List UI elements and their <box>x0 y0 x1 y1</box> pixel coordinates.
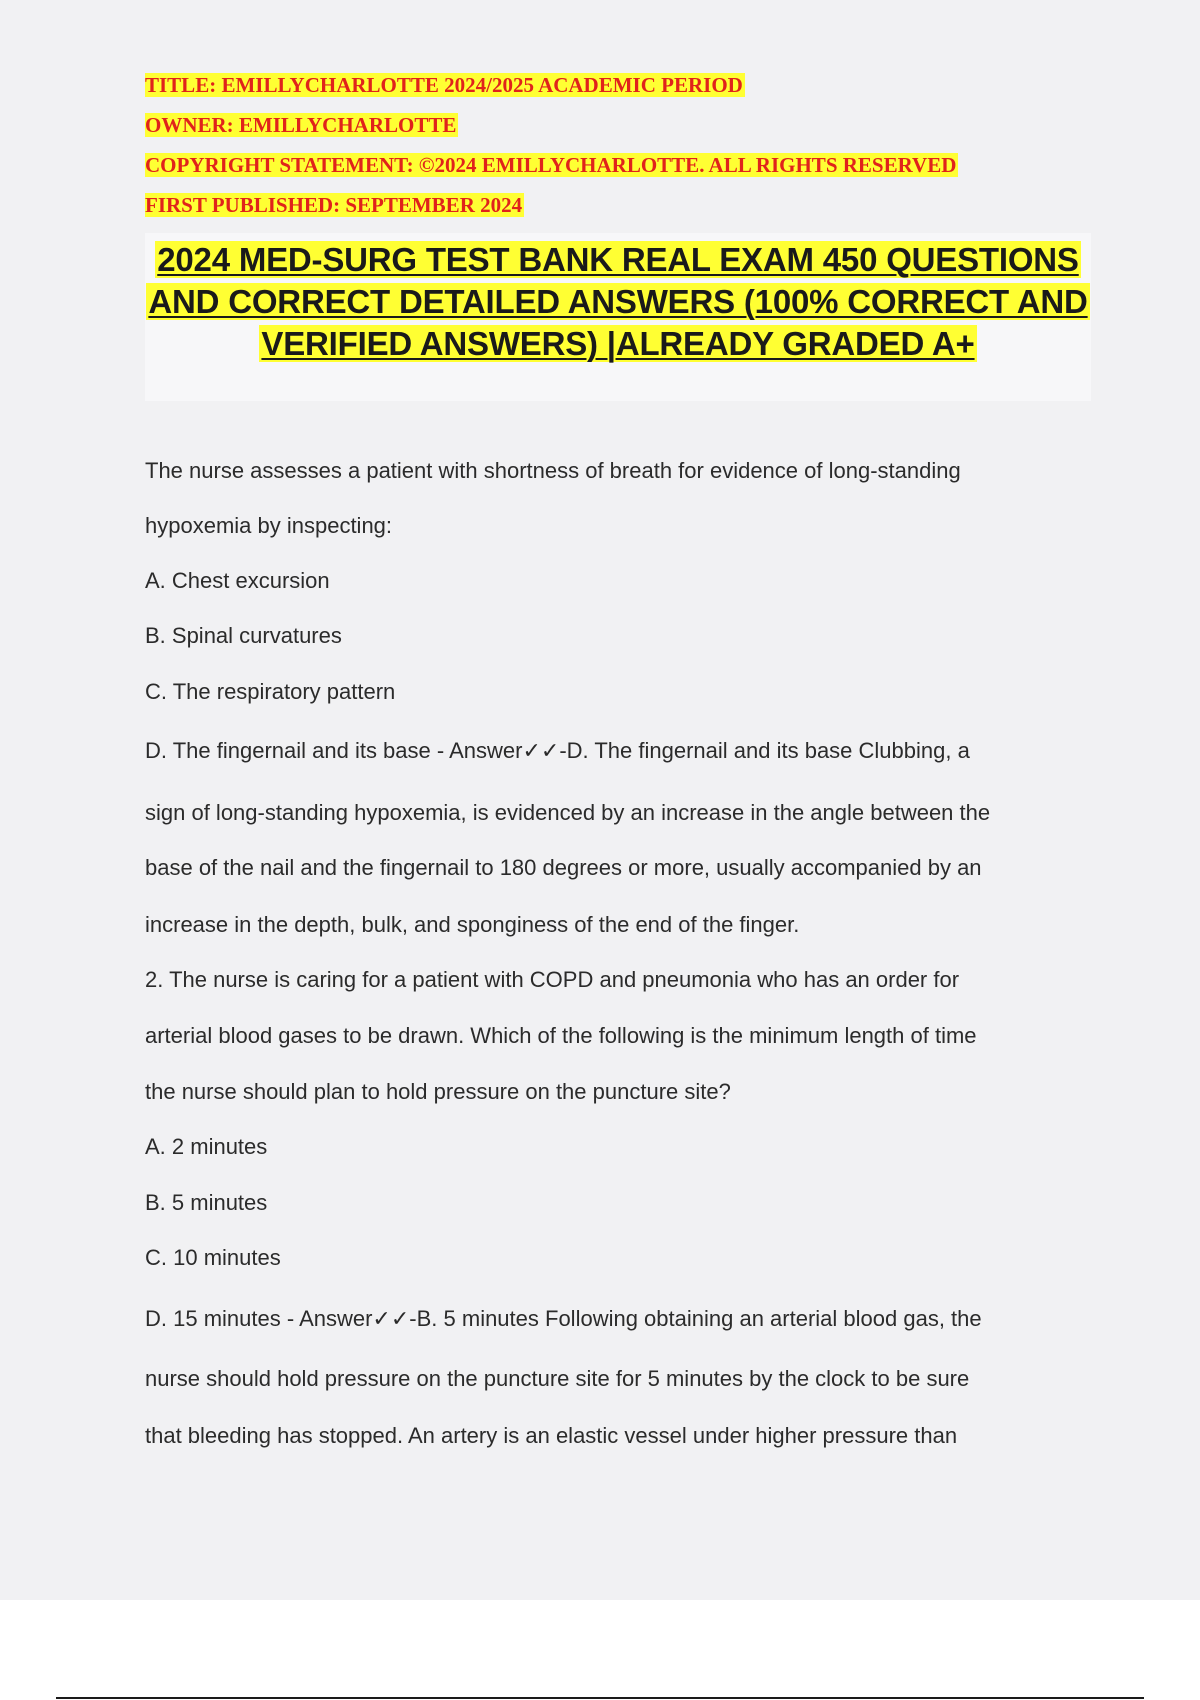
question-2-option-a: A. 2 minutes <box>145 1134 268 1159</box>
question-1-rationale-line-3: increase in the depth, bulk, and sponginess of the end of the finger. <box>145 912 800 937</box>
question-2-option-b: B. 5 minutes <box>145 1190 268 1215</box>
question-2-rationale-line-2: that bleeding has stopped. An artery is an elastic vessel under higher pressure than <box>145 1423 958 1448</box>
question-1-stem-line-2: hypoxemia by inspecting: <box>145 513 393 538</box>
question-2-option-c: C. 10 minutes <box>145 1245 281 1270</box>
question-2-option-d-answer: D. 15 minutes - Answer✓✓-B. 5 minutes Following obtaining an arterial blood gas, the <box>145 1306 982 1331</box>
meta-copyright-line: COPYRIGHT STATEMENT: ©2024 EMILLYCHARLOTTE. ALL RIGHTS RESERVED <box>145 153 957 177</box>
meta-published-line: FIRST PUBLISHED: SEPTEMBER 2024 <box>145 193 523 217</box>
question-2-stem-line-2: arterial blood gases to be drawn. Which of the following is the minimum length of time <box>145 1023 977 1048</box>
question-1-stem-line-1: The nurse assesses a patient with shortness of breath for evidence of long-standing <box>145 458 961 483</box>
question-2-stem-line-3: the nurse should plan to hold pressure on the puncture site? <box>145 1079 731 1104</box>
meta-owner-line: OWNER: EMILLYCHARLOTTE <box>145 113 457 137</box>
question-1-option-a: A. Chest excursion <box>145 568 330 593</box>
question-2-stem-line-1: 2. The nurse is caring for a patient with COPD and pneumonia who has an order for <box>145 967 960 992</box>
meta-title-line: TITLE: EMILLYCHARLOTTE 2024/2025 ACADEMIC PERIOD <box>145 73 743 97</box>
footer-divider <box>56 1697 1144 1699</box>
question-1-rationale-line-2: base of the nail and the fingernail to 180 degrees or more, usually accompanied by an <box>145 855 982 880</box>
document-title-box <box>145 233 1091 401</box>
question-1-option-c: C. The respiratory pattern <box>145 679 396 704</box>
question-1-option-b: B. Spinal curvatures <box>145 623 342 648</box>
document-title: 2024 MED-SURG TEST BANK REAL EXAM 450 QUESTIONS AND CORRECT DETAILED ANSWERS (100% CORRECT AND VERIFIED ANSWERS) |ALREADY GRADED A+ <box>148 241 1088 362</box>
question-1-option-d-answer: D. The fingernail and its base - Answer✓✓-D. The fingernail and its base Clubbing, a <box>145 738 970 763</box>
question-1-rationale-line-1: sign of long-standing hypoxemia, is evidenced by an increase in the angle between the <box>145 800 991 825</box>
question-2-rationale-line-1: nurse should hold pressure on the puncture site for 5 minutes by the clock to be sure <box>145 1366 970 1391</box>
